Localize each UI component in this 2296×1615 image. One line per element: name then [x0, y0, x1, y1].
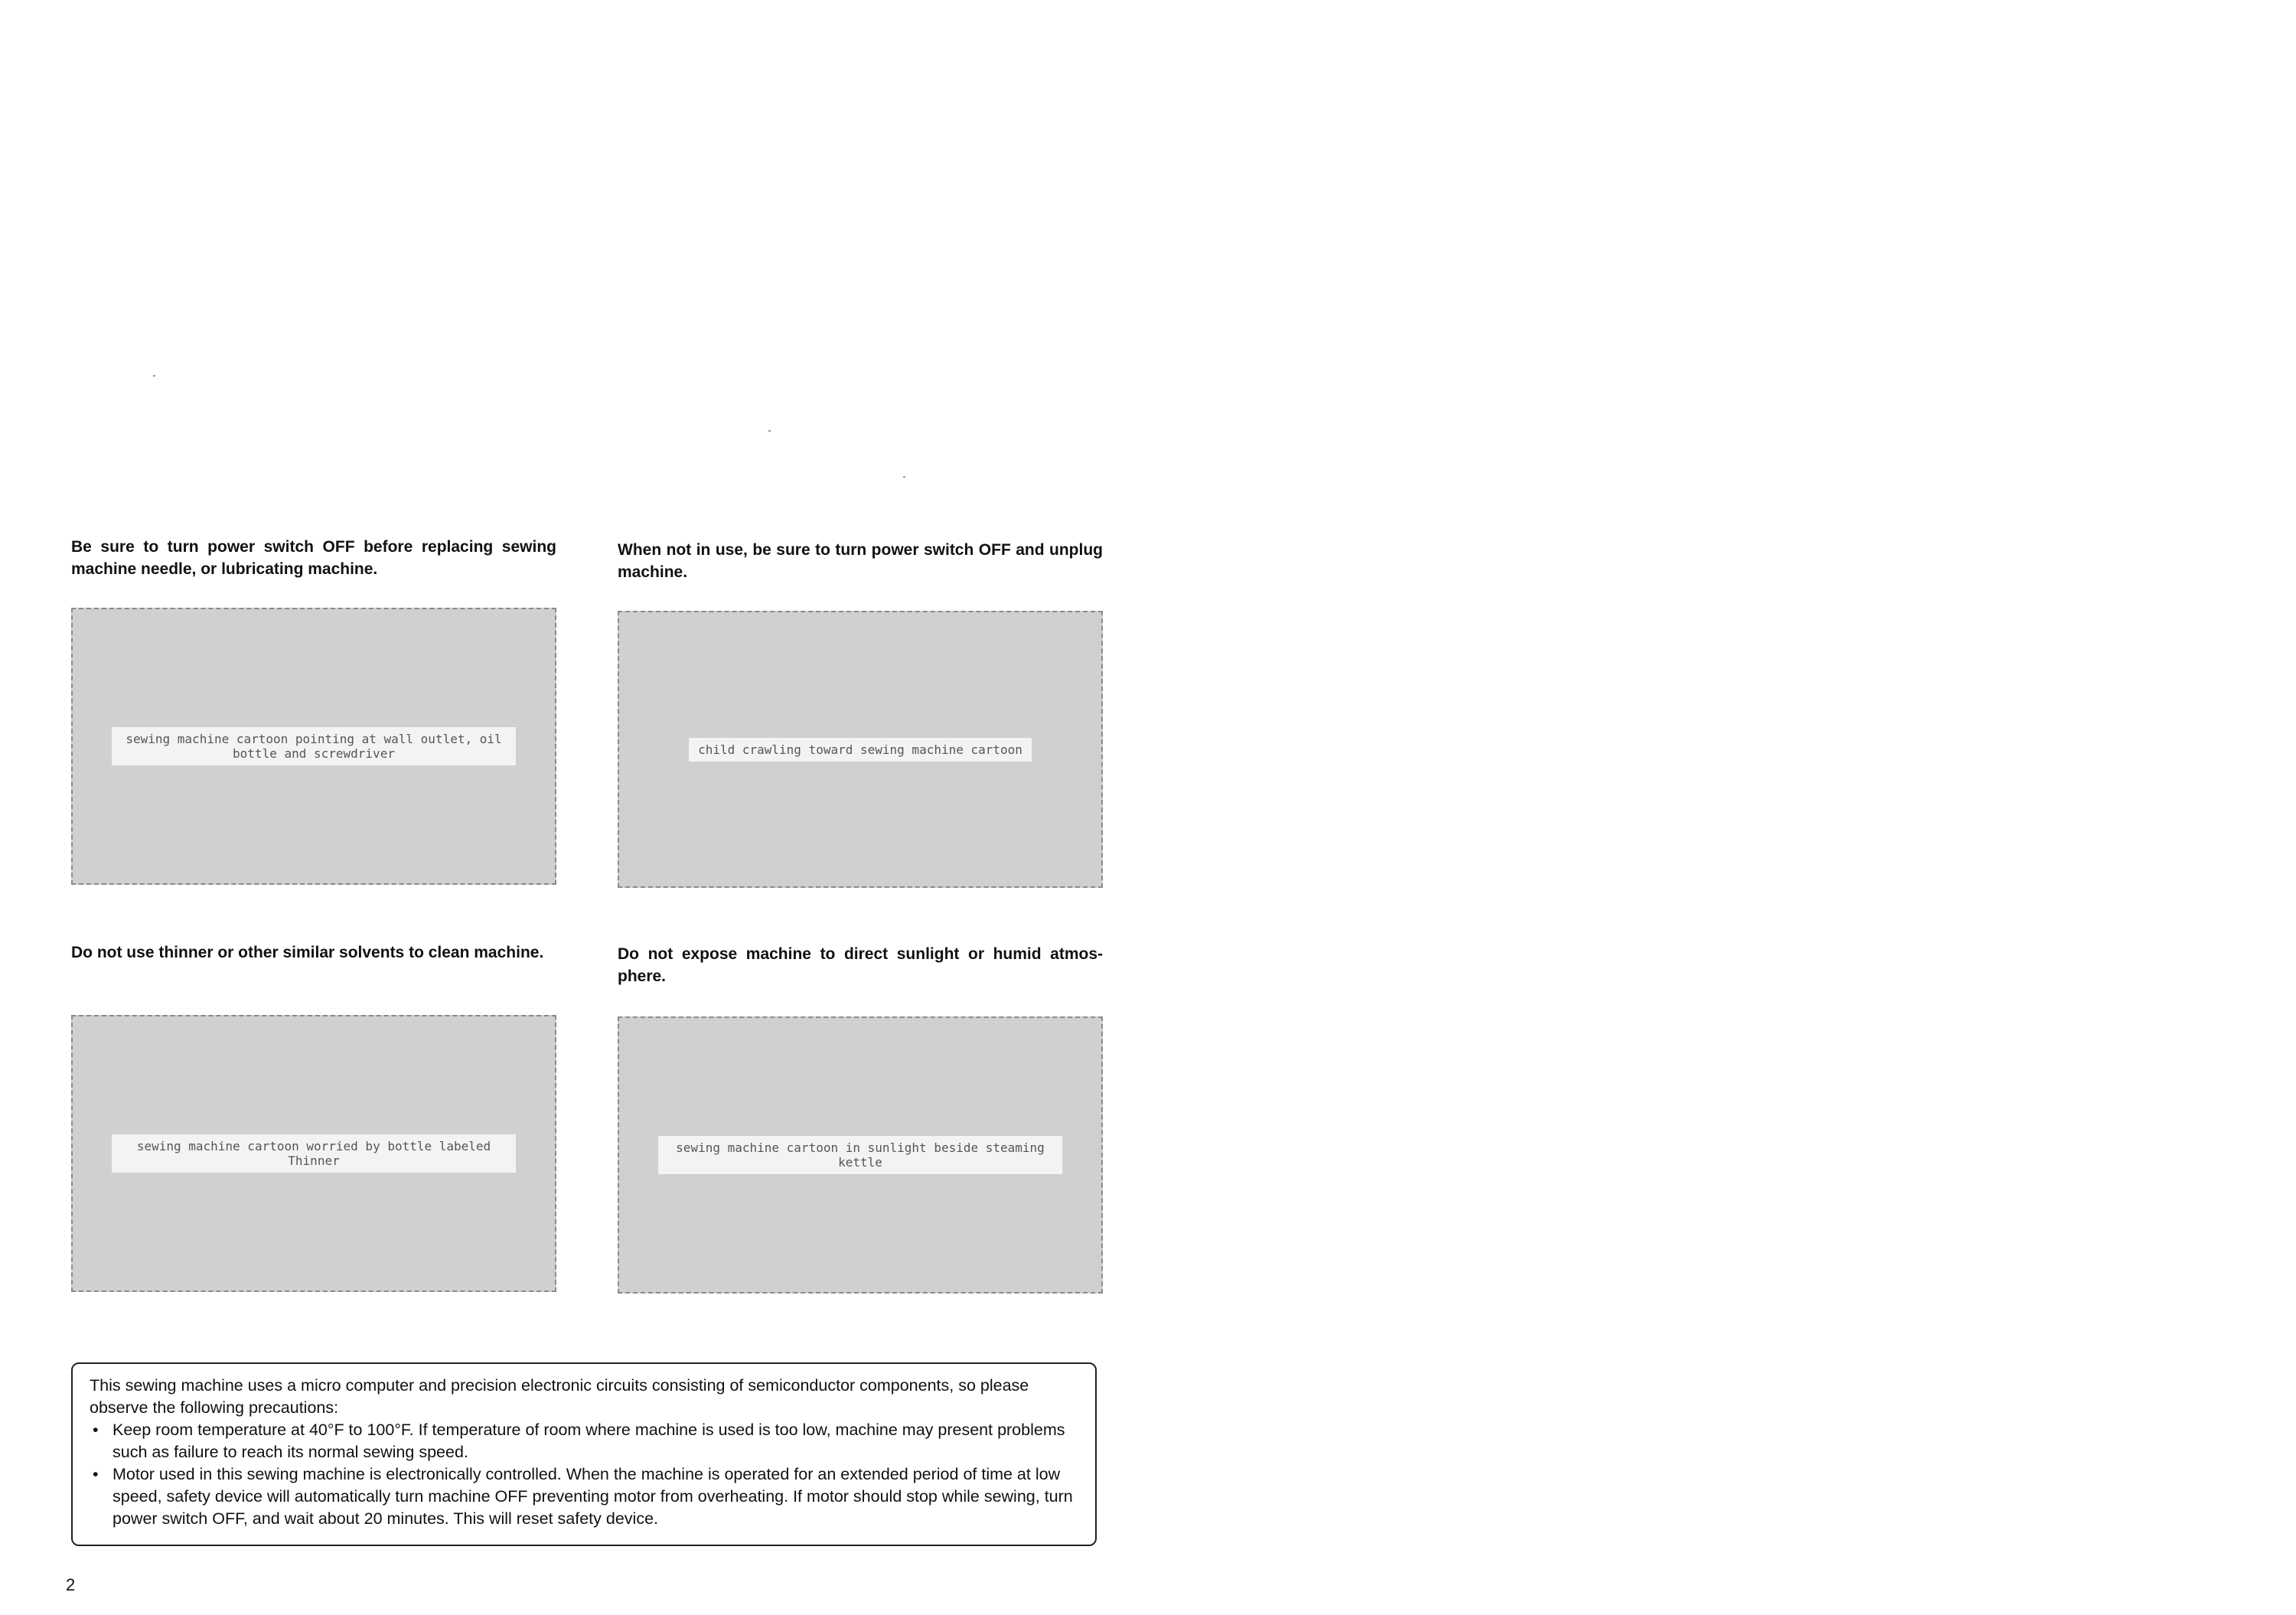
scan-speck	[903, 476, 905, 478]
caution-1-illustration	[71, 608, 556, 885]
caution-2-illustration-label: child crawling toward sewing machine cartoon	[689, 738, 1032, 762]
caution-2-illustration	[618, 611, 1103, 888]
electronics-precautions-box	[71, 1362, 1097, 1546]
caution-4-text: Do not expose machine to direct sunlight or humid atmos-phere.	[618, 945, 1103, 985]
caution-3-illustration-label: sewing machine cartoon worried by bottle labeled Thinner	[112, 1134, 516, 1173]
precaution-motor-safety: • Motor used in this sewing machine is electronically controlled. When the machine is operated for an extended period of time at low speed, safety device will automatically turn machine OFF preventing motor from overheating. If motor should stop while sewing, turn power switch OFF, and wait about 20 minutes. This will reset safety device.	[90, 1463, 1078, 1530]
caution-3-illustration	[71, 1015, 556, 1292]
precautions-list	[90, 1419, 1078, 1530]
caution-3-text: Do not use thinner or other similar solvents to clean machine.	[71, 944, 544, 961]
caution-4-illustration	[618, 1016, 1103, 1294]
page-number: 2	[66, 1575, 76, 1594]
caution-1-illustration-label: sewing machine cartoon pointing at wall outlet, oil bottle and screwdriver	[112, 727, 516, 765]
scan-speck	[768, 430, 771, 432]
precautions-intro: This sewing machine uses a micro computer and precision electronic circuits consisting of semiconductor components, so please observe the following precautions:	[90, 1376, 1029, 1417]
caution-4-illustration-label: sewing machine cartoon in sunlight beside steaming kettle	[658, 1136, 1062, 1174]
scan-speck	[153, 375, 155, 377]
caution-1-text: Be sure to turn power switch OFF before replacing sewing machine needle, or lubricating machine.	[71, 538, 556, 578]
precaution-temperature: • Keep room temperature at 40°F to 100°F. If temperature of room where machine is used is too low, machine may present problems such as failure to reach its normal sewing speed.	[90, 1419, 1078, 1463]
caution-2-text: When not in use, be sure to turn power switch OFF and unplug machine.	[618, 541, 1103, 581]
